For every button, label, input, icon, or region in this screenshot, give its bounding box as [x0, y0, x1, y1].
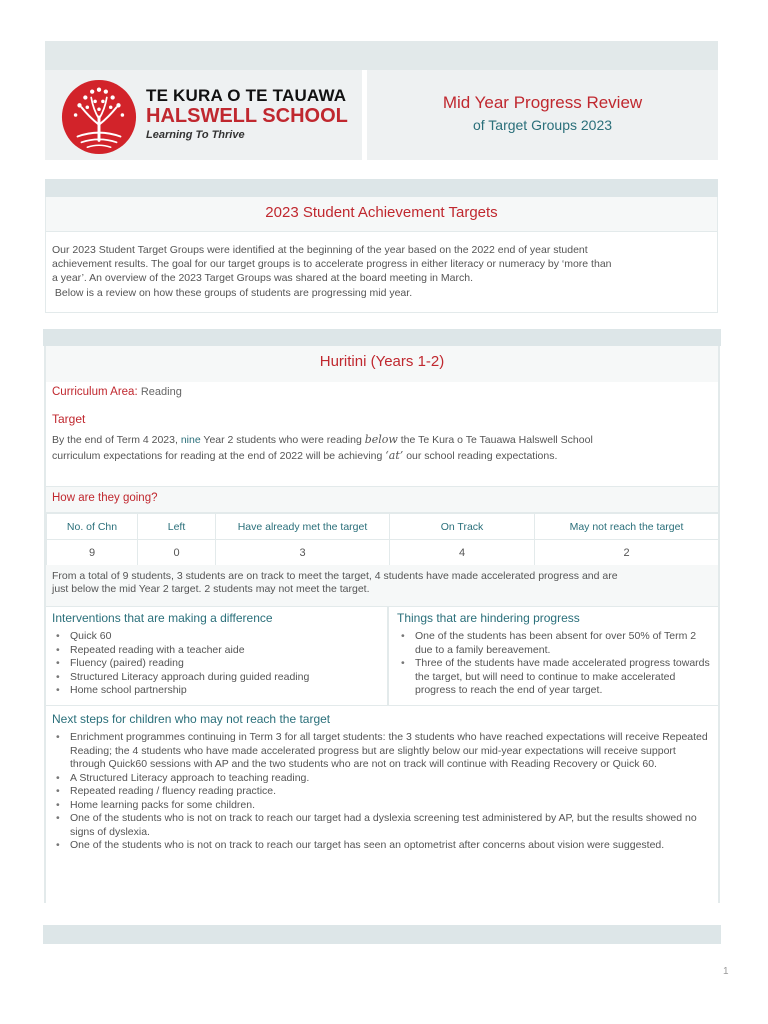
hindering-list — [397, 630, 712, 698]
review-subtitle: of Target Groups 2023 — [472, 117, 613, 133]
header-top-band — [45, 41, 718, 70]
list-item: • One of the students who is not on track to reach our target has seen an optometrist after concerns about vision were suggested. — [52, 839, 712, 853]
progress-heading-row — [46, 486, 718, 513]
list-item: • Enrichment programmes continuing in Term 3 for all target students: the 3 students who have reached expectations will receive Repeated Reading; the 4 students who have made accelerated progress but are slightly below our mid-year expectations will receive support through Quick60 sessions with AP and the two students who are not on track will continue with Reading Recovery or Quick 60. — [52, 731, 712, 772]
list-item: • One of the students has been absent for over 50% of Term 2 due to a family bereavement. — [397, 630, 712, 657]
table-row — [47, 540, 719, 566]
table-cell: 9 — [47, 540, 138, 566]
header-divider — [362, 70, 367, 160]
interventions-list — [52, 630, 381, 698]
review-title: Mid Year Progress Review — [442, 93, 643, 112]
table-cell: 0 — [138, 540, 216, 566]
list-item: • Three of the students have made accelerated progress towards the target, but will need to continue to make accelerated progress to reach the end of year target. — [397, 657, 712, 698]
next-steps-heading: Next steps for children who may not reach the target — [52, 712, 331, 726]
huritini-section — [44, 346, 720, 903]
next-steps — [46, 706, 718, 903]
interventions-hindrances — [46, 606, 718, 706]
hindering-column — [391, 607, 718, 705]
summary-line: From a total of 9 students, 3 students are on track to meet the target, 4 students have made accelerated progress and are — [52, 570, 618, 582]
target-count: nine — [180, 434, 201, 446]
targets-title: 2023 Student Achievement Targets — [265, 204, 498, 221]
school-name: HALSWELL SCHOOL — [146, 105, 348, 127]
school-logo-icon — [60, 78, 138, 156]
target-heading: Target — [52, 412, 86, 426]
summary-line: just below the mid Year 2 target. 2 students may not meet the target. — [52, 583, 370, 595]
list-item: • Fluency (paired) reading — [52, 657, 381, 671]
page-number: 1 — [723, 966, 729, 977]
targets-title-box — [45, 197, 718, 231]
progress-summary — [46, 565, 718, 606]
table-cell: 3 — [216, 540, 390, 566]
hindering-heading: Things that are hindering progress — [397, 611, 580, 625]
table-header: Left — [138, 514, 216, 540]
table-header: Have already met the target — [216, 514, 390, 540]
list-item: • Repeated reading with a teacher aide — [52, 644, 381, 658]
target-text-part: By the end of Term 4 2023, — [52, 434, 178, 446]
curriculum-area — [52, 386, 182, 398]
progress-heading: How are they going? — [52, 492, 158, 504]
list-item: • Home learning packs for some children. — [52, 799, 712, 813]
target-text-part: the Te Kura o Te Tauawa Halswell School — [400, 434, 593, 446]
section-band — [43, 925, 721, 944]
intro-paragraph — [45, 231, 718, 313]
list-item: • A Structured Literacy approach to teaching reading. — [52, 772, 712, 786]
intro-line: achievement results. The goal for our target groups is to accelerate progress in either literacy or numeracy by ‘more than — [52, 258, 612, 271]
target-emphasis-at: ‘at’ — [385, 449, 404, 462]
section-band — [45, 179, 718, 197]
target-emphasis-below: below — [364, 433, 398, 446]
section-band — [43, 329, 721, 346]
curriculum-value: Reading — [140, 386, 182, 398]
school-tagline: Learning To Thrive — [146, 129, 245, 141]
table-header: On Track — [390, 514, 535, 540]
intro-line: Below is a review on how these groups of students are progressing mid year. — [52, 286, 413, 299]
interventions-heading: Interventions that are making a difference — [52, 611, 273, 625]
section-title: Huritini (Years 1-2) — [46, 346, 718, 382]
list-item: • One of the students who is not on track to reach our target had a dyslexia screening test administered by AP, but the results showed no signs of dyslexia. — [52, 812, 712, 839]
list-item: • Structured Literacy approach during guided reading — [52, 671, 381, 685]
list-item: • Repeated reading / fluency reading practice. — [52, 785, 712, 799]
progress-table — [46, 513, 719, 566]
table-header: No. of Chn — [47, 514, 138, 540]
next-steps-list — [52, 731, 712, 853]
target-text-part: curriculum expectations for reading at the end of 2022 will be achieving — [52, 450, 383, 462]
document-header — [45, 70, 718, 160]
school-name-maori: TE KURA O TE TAUAWA — [146, 86, 347, 105]
table-cell: 4 — [390, 540, 535, 566]
target-text-part: our school reading expectations. — [406, 450, 558, 462]
table-header-row — [47, 514, 719, 540]
intro-line: a year’. An overview of the 2023 Target Groups was shared at the board meeting in March. — [52, 272, 474, 285]
list-item: • Home school partnership — [52, 684, 381, 698]
target-description — [52, 432, 712, 464]
curriculum-label: Curriculum Area: — [52, 386, 138, 398]
list-item: • Quick 60 — [52, 630, 381, 644]
table-header: May not reach the target — [535, 514, 719, 540]
table-cell: 2 — [535, 540, 719, 566]
interventions-column — [46, 607, 389, 705]
target-text-part: Year 2 students who were reading — [203, 434, 362, 446]
intro-line: Our 2023 Student Target Groups were identified at the beginning of the year based on the 2022 end of year student — [52, 244, 588, 256]
